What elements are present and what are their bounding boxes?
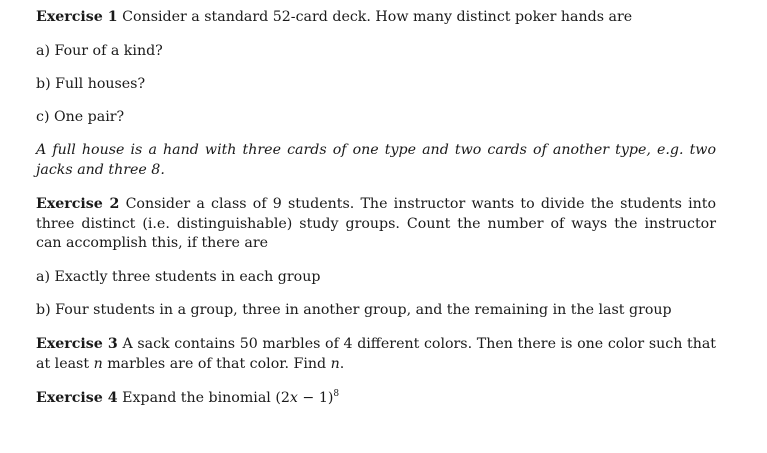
exercise-1-item-b: b) Full houses? (36, 76, 146, 92)
expr-open: (2 (275, 390, 290, 406)
exercise-1-statement (36, 8, 632, 27)
exercise-3-statement (36, 335, 716, 374)
exercise-4-label: Exercise 4 (36, 390, 118, 406)
exercise-2-item-a: a) Exactly three students in each group (36, 269, 321, 285)
exercise-3-var-n-2: n (330, 355, 340, 372)
exercise-3-text-a: A sack contains 50 marbles of 4 different colors. Then there is one color such that at least (36, 336, 716, 372)
exercise-2-text: Consider a class of 9 students. The instructor wants to divide the students into three distinct (i.e. distinguishable) study groups. Count the number of ways the instructor can accomplish this, if there are (36, 196, 716, 251)
exercise-1-text: Consider a standard 52-card deck. How many distinct poker hands are (122, 9, 633, 25)
exercise-2-label: Exercise 2 (36, 196, 120, 212)
exercise-1-item-a: a) Four of a kind? (36, 43, 163, 59)
exercise-3-label: Exercise 3 (36, 336, 118, 352)
exercise-2-statement (36, 195, 716, 254)
exercise-3-end: . (339, 355, 345, 372)
exercise-4-statement (36, 389, 339, 408)
exercise-3-var-n: n (93, 355, 103, 372)
exercise-4-expression (275, 390, 339, 406)
exercise-1-label: Exercise 1 (36, 9, 118, 25)
exercise-2-item-b: b) Four students in a group, three in another group, and the remaining in the last group (36, 302, 672, 318)
exercise-1-item-c: c) One pair? (36, 109, 125, 125)
expr-rest: − 1) (297, 390, 334, 406)
exercise-3-text-b: marbles are of that color. Find (107, 355, 327, 372)
expr-var-x: x (289, 390, 298, 406)
exercise-1-note: A full house is a hand with three cards of one type and two cards of another type, e.g. two jacks and three 8. (36, 142, 716, 178)
expr-exponent: 8 (333, 389, 340, 399)
exercise-4-text: Expand the binomial (122, 390, 271, 406)
